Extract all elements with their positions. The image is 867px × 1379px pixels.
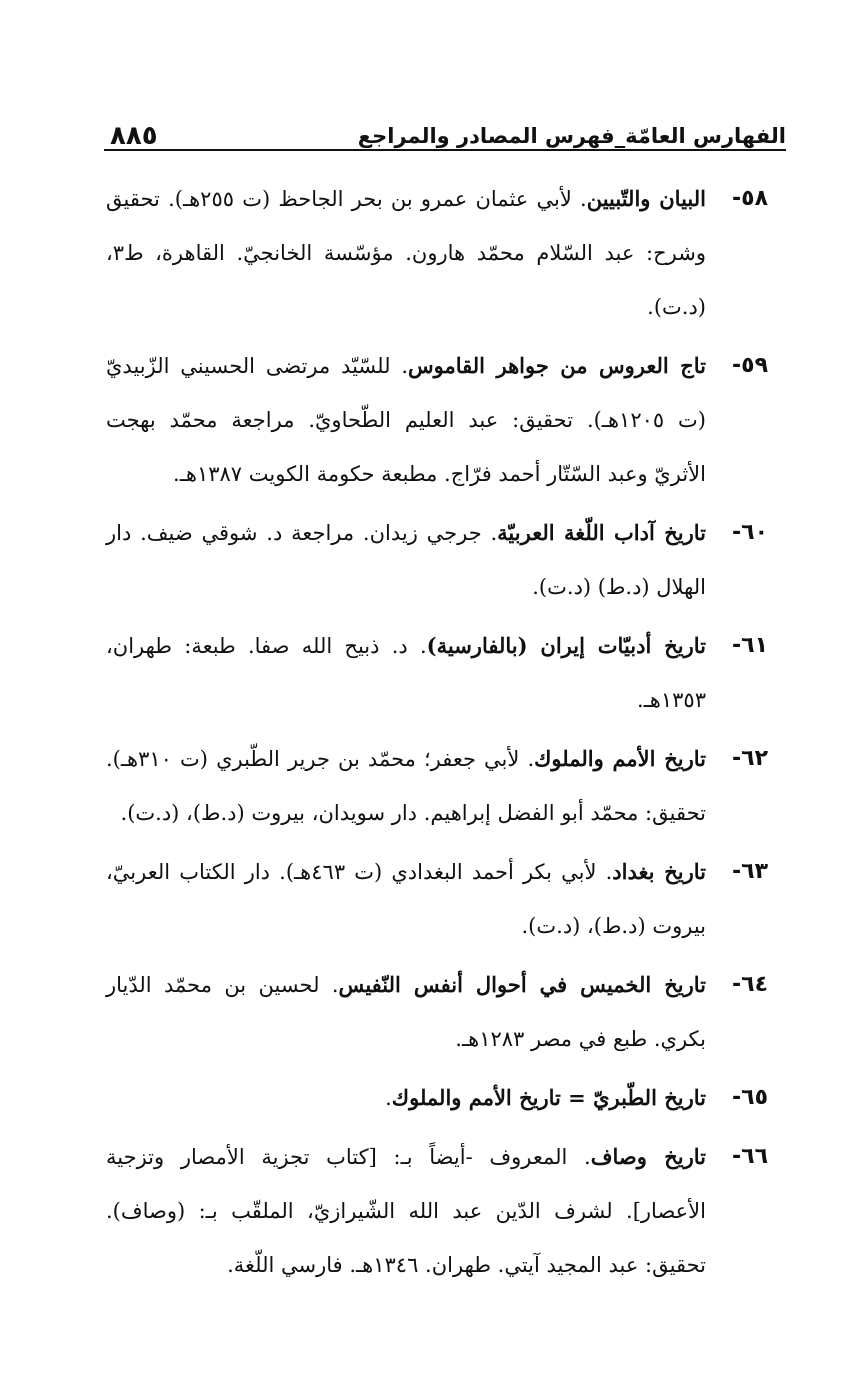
entry-title: تاريخ بغداد	[612, 859, 707, 884]
entry-title: تاريخ آداب اللّغة العربيّة	[497, 520, 706, 545]
entry-text: . لأبي بكر أحمد البغدادي (ت ٤٦٣هـ). دار الكتاب العربيّ، بيروت (د.ط)، (د.ت).	[106, 860, 706, 938]
entry-text: . لحسين بن محمّد الدّيار بكري. طبع في مصر ١٢٨٣هـ.	[106, 973, 706, 1051]
entry-text: . د. ذبيح الله صفا. طبعة: طهران، ١٣٥٣هـ.	[106, 634, 706, 712]
entry-number: ٦٣-	[732, 859, 768, 884]
entry-number: ٥٩-	[732, 353, 768, 378]
page-number: ٨٨٥	[110, 121, 158, 151]
entry-body	[106, 506, 706, 614]
bibliography-entry	[106, 172, 768, 334]
entry-text: . جرجي زيدان. مراجعة د. شوقي ضيف. دار الهلال (د.ط) (د.ت).	[106, 521, 706, 599]
entry-number: ٦٢-	[732, 746, 768, 771]
entry-text: . المعروف -أيضاً بـ: [كتاب تجزية الأمصار وتزجية الأعصار]. لشرف الدّين عبد الله الشّيرازيّ، الملقّب بـ: (وصاف). تحقيق: عبد المجيد آيتي. طهران. ١٣٤٦هـ. فارسي اللّغة.	[106, 1145, 706, 1277]
entry-title: تاريخ الخميس في أحوال أنفس النّفيس	[338, 972, 706, 997]
entry-text: . للسّيّد مرتضى الحسيني الزّبيديّ (ت ١٢٠٥هـ). تحقيق: عبد العليم الطّحاويّ. مراجعة محمّد بهجت الأثريّ وعبد السّتّار أحمد فرّاج. مطبعة حكومة الكويت ١٣٨٧هـ.	[106, 354, 707, 486]
entry-body	[106, 339, 706, 501]
entry-number: ٥٨-	[732, 186, 768, 211]
entry-title: تاج العروس من جواهر القاموس	[408, 353, 706, 378]
entry-number: ٦١-	[732, 633, 768, 658]
bibliography-entry	[106, 1071, 768, 1125]
entry-text: . لأبي جعفر؛ محمّد بن جرير الطّبري (ت ٣١٠هـ). تحقيق: محمّد أبو الفضل إبراهيم. دار سويدان، بيروت (د.ط)، (د.ت).	[106, 747, 706, 825]
entry-title: تاريخ الطّبريّ = تاريخ الأمم والملوك	[391, 1085, 706, 1110]
entry-number: ٦٤-	[732, 972, 768, 997]
entry-title: البيان والتّبيين	[586, 186, 706, 211]
bibliography-entry	[106, 732, 768, 840]
bibliography-entry	[106, 339, 768, 501]
header-rule	[104, 149, 786, 151]
entry-number: ٦٠-	[732, 520, 768, 545]
bibliography-entry	[106, 506, 768, 614]
page-header	[104, 112, 786, 152]
entry-title: تاريخ الأمم والملوك	[534, 746, 706, 771]
entry-text: .	[385, 1086, 392, 1110]
entry-text: . لأبي عثمان عمرو بن بحر الجاحظ (ت ٢٥٥هـ). تحقيق وشرح: عبد السّلام محمّد هارون. مؤسّسة الخانجيّ. القاهرة، ط٣، (د.ت).	[106, 187, 706, 319]
entry-number: ٦٦-	[732, 1144, 768, 1169]
entry-body	[106, 1130, 706, 1292]
entry-title: تاريخ وصاف	[590, 1144, 706, 1169]
bibliography-entry	[106, 1130, 768, 1292]
running-title: الفهارس العامّة_فهرس المصادر والمراجع	[357, 124, 786, 148]
bibliography-entry	[106, 958, 768, 1066]
bibliography-entry	[106, 619, 768, 727]
bibliography-entry	[106, 845, 768, 953]
bibliography-list	[106, 172, 768, 1297]
entry-body	[106, 958, 706, 1066]
entry-body	[106, 732, 706, 840]
entry-title: تاريخ أدبيّات إيران (بالفارسية)	[426, 633, 706, 658]
entry-body	[106, 1071, 706, 1125]
entry-body	[106, 172, 706, 334]
entry-body	[106, 845, 706, 953]
entry-number: ٦٥-	[732, 1085, 768, 1110]
entry-body	[106, 619, 706, 727]
